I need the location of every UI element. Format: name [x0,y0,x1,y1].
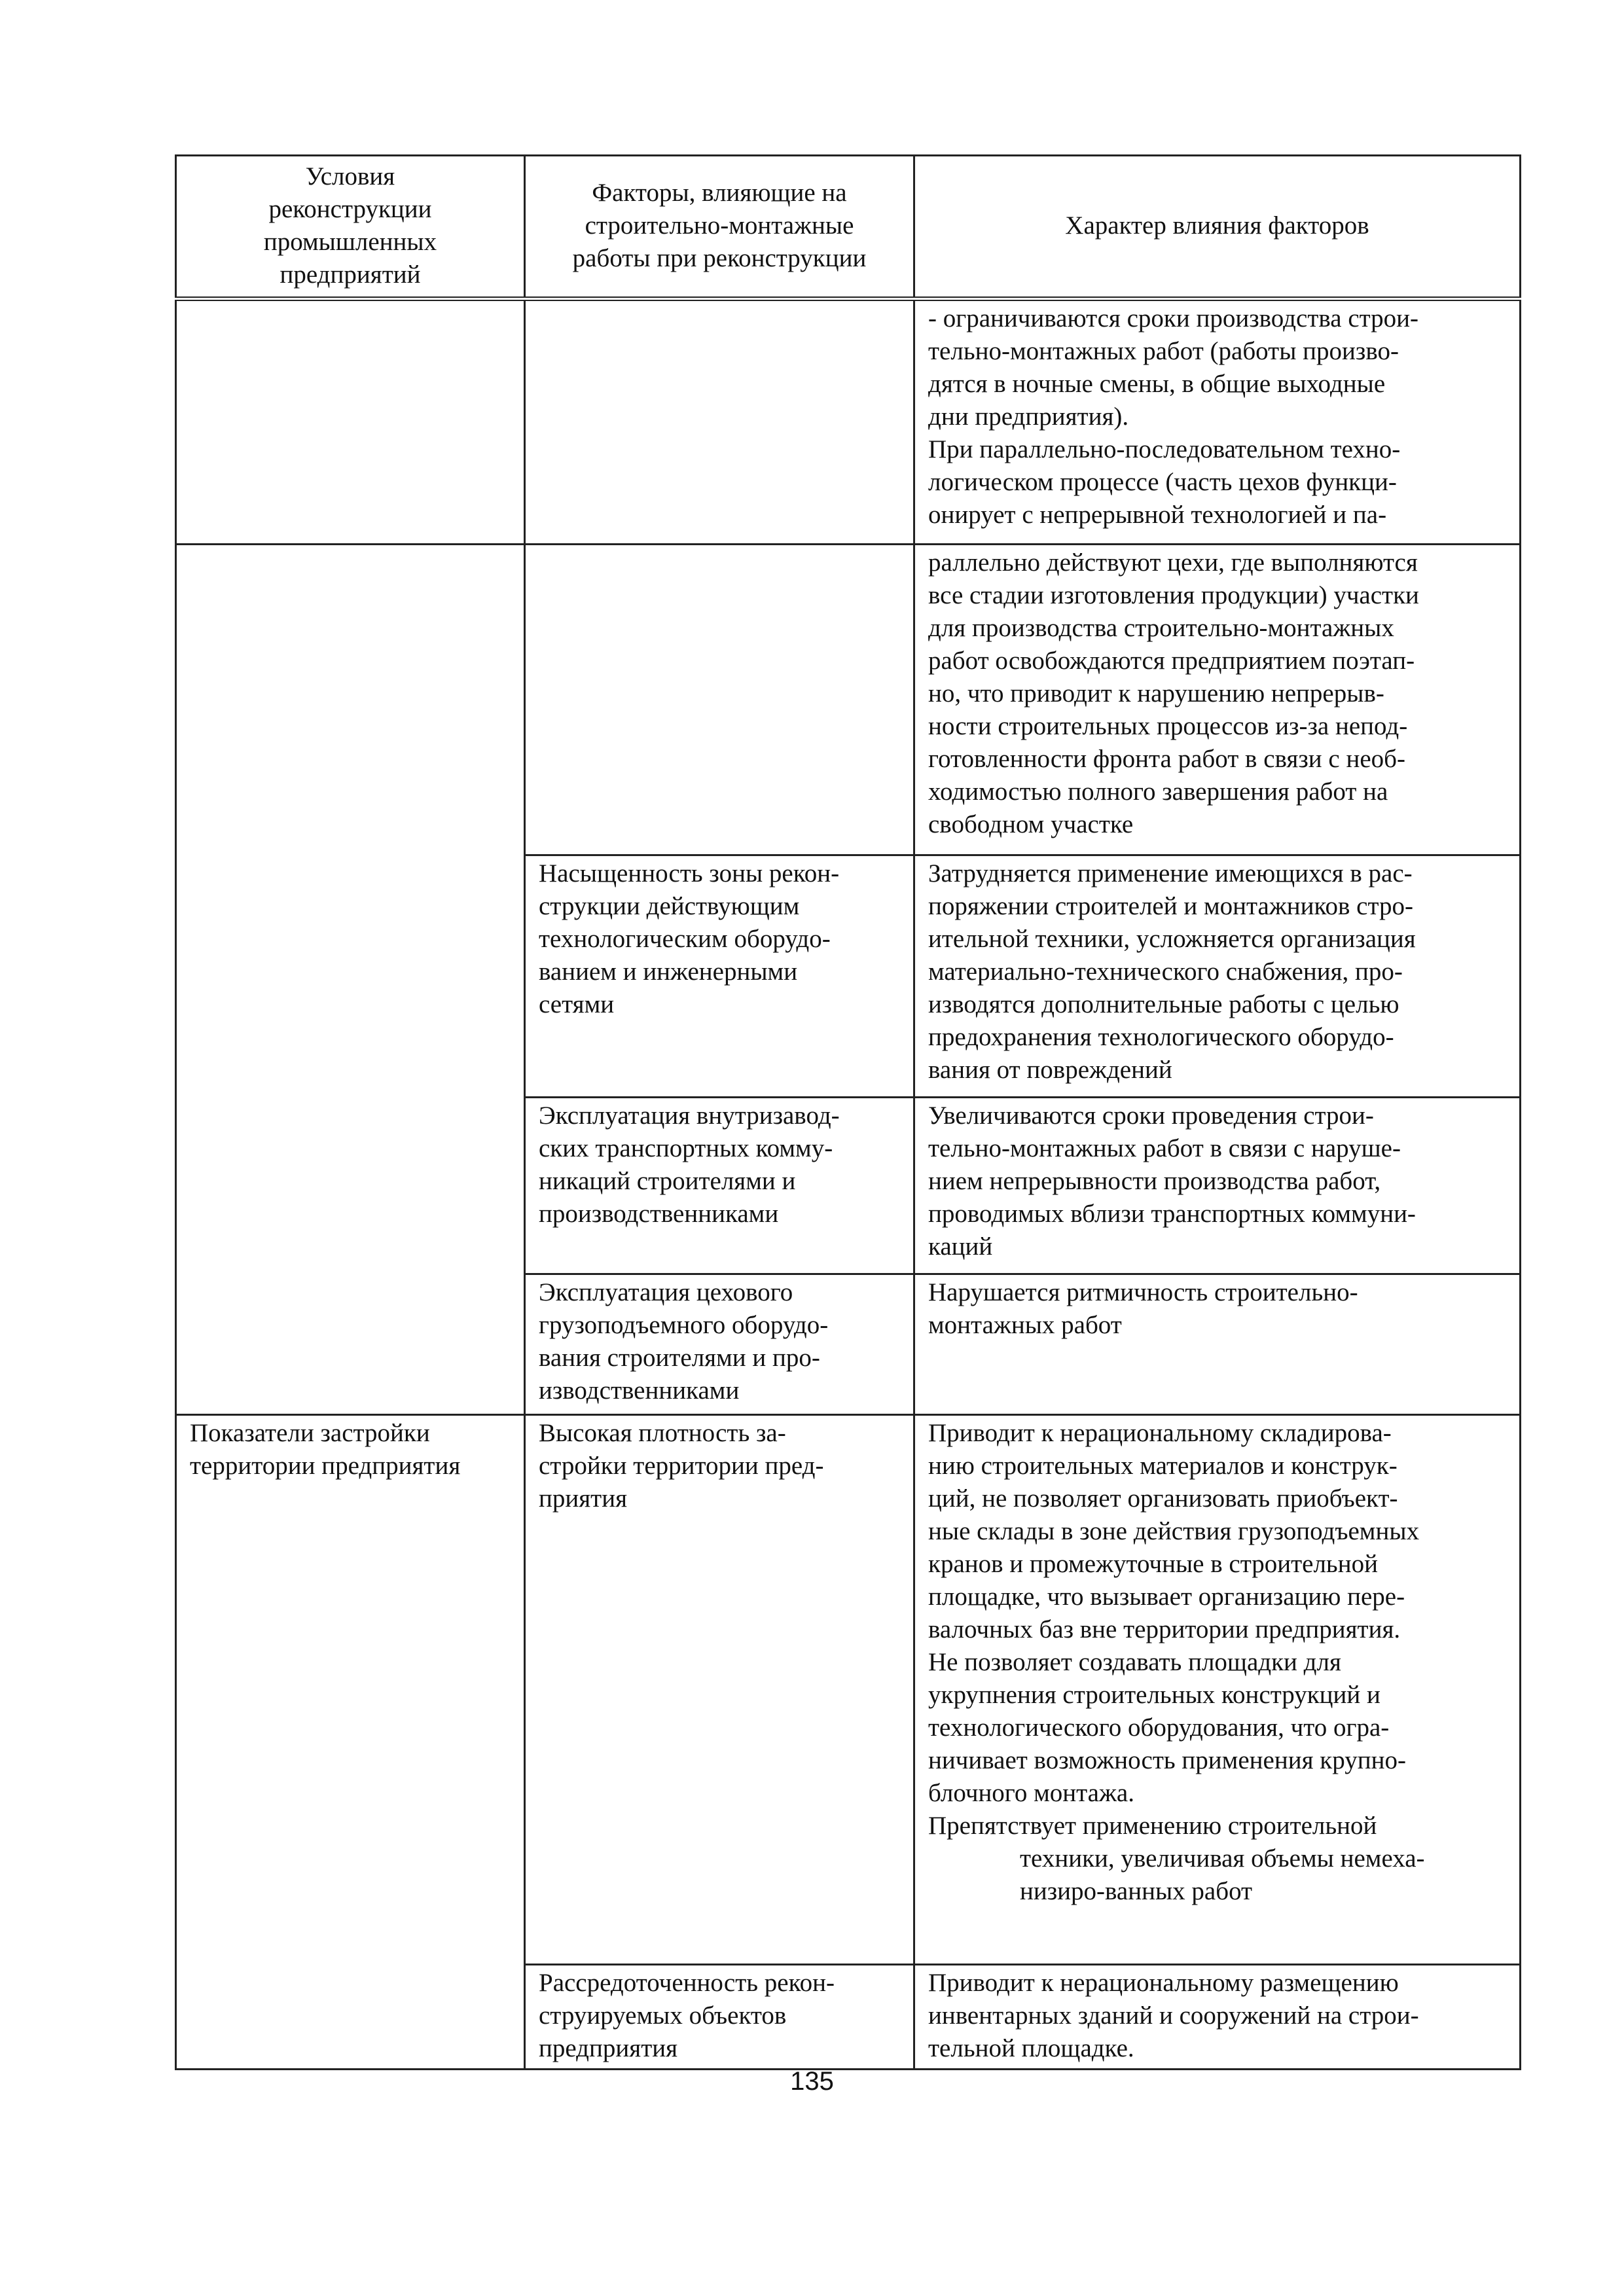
page-number: 135 [790,2067,834,2096]
effect-cell: Приводит к нерациональному складирова- нию строительных материалов и конструк- ций, не позволяет организовать приобъект- ные склады в зоне действия грузоподъемных кранов и промежуточные в строительной площадке, что вызывает организацию пере- валочных баз вне территории предприятия. Не позволяет создавать площадки для укрупнения строительных конструкций и технологического оборудования, что огра- ничивает возможность применения крупно- блочного монтажа. Препятствует применению строительной техники, увеличивая объемы немеха- низиро-ванных работ [914,1415,1521,1965]
header-effect: Характер влияния факторов [914,156,1521,299]
table-row [176,299,1521,545]
table-row [176,1415,1521,1965]
condition-cell: Показатели застройки территории предприятия [176,1415,525,2070]
header-conditions: Условия реконструкции промышленных предприятий [176,156,525,299]
condition-cell [176,299,525,545]
effect-cell: Нарушается ритмичность строительно- монтажных работ [914,1274,1521,1415]
table-header-row [176,156,1521,299]
effect-cell: Увеличиваются сроки проведения строи- тельно-монтажных работ в связи с наруше- нием непрерывности производства работ, проводимых вблизи транспортных коммуни- каций [914,1098,1521,1274]
factor-cell: Высокая плотность за- стройки территории пред- приятия [525,1415,914,1965]
header-factors: Факторы, влияющие на строительно-монтажные работы при реконструкции [525,156,914,299]
effect-cell: Затрудняется применение имеющихся в рас- поряжении строителей и монтажников стро- ительной техники, усложняется организация материально-технического снабжения, про- изводятся дополнительные работы с целью предохранения технологического оборудо- вания от повреждений [914,855,1521,1098]
factor-cell: Эксплуатация внутризавод- ских транспортных комму- никаций строителями и производственниками [525,1098,914,1274]
factor-cell [525,299,914,545]
factor-cell: Эксплуатация цехового грузоподъемного оборудо- вания строителями и про- изводственниками [525,1274,914,1415]
condition-cell [176,545,525,1415]
factors-table [175,154,1521,2070]
factor-cell: Насыщенность зоны рекон- струкции действующим технологическим оборудо- ванием и инженерными сетями [525,855,914,1098]
factor-cell: Рассредоточенность рекон- струируемых объектов предприятия [525,1965,914,2070]
table-row [176,545,1521,855]
effect-cell: Приводит к нерациональному размещению инвентарных зданий и сооружений на строи- тельной площадке. [914,1965,1521,2070]
effect-cell: раллельно действуют цехи, где выполняются все стадии изготовления продукции) участки для производства строительно-монтажных работ освобождаются предприятием поэтап- но, что приводит к нарушению непрерыв- ности строительных процессов из-за непод- готовленности фронта работ в связи с необ- ходимостью полного завершения работ на свободном участке [914,545,1521,855]
effect-cell: - ограничиваются сроки производства строи- тельно-монтажных работ (работы произво- дятся в ночные смены, в общие выходные дни предприятия). При параллельно-последовательном техно- логическом процессе (часть цехов функци- онирует с непрерывной технологией и па- [914,299,1521,545]
factor-cell [525,545,914,855]
